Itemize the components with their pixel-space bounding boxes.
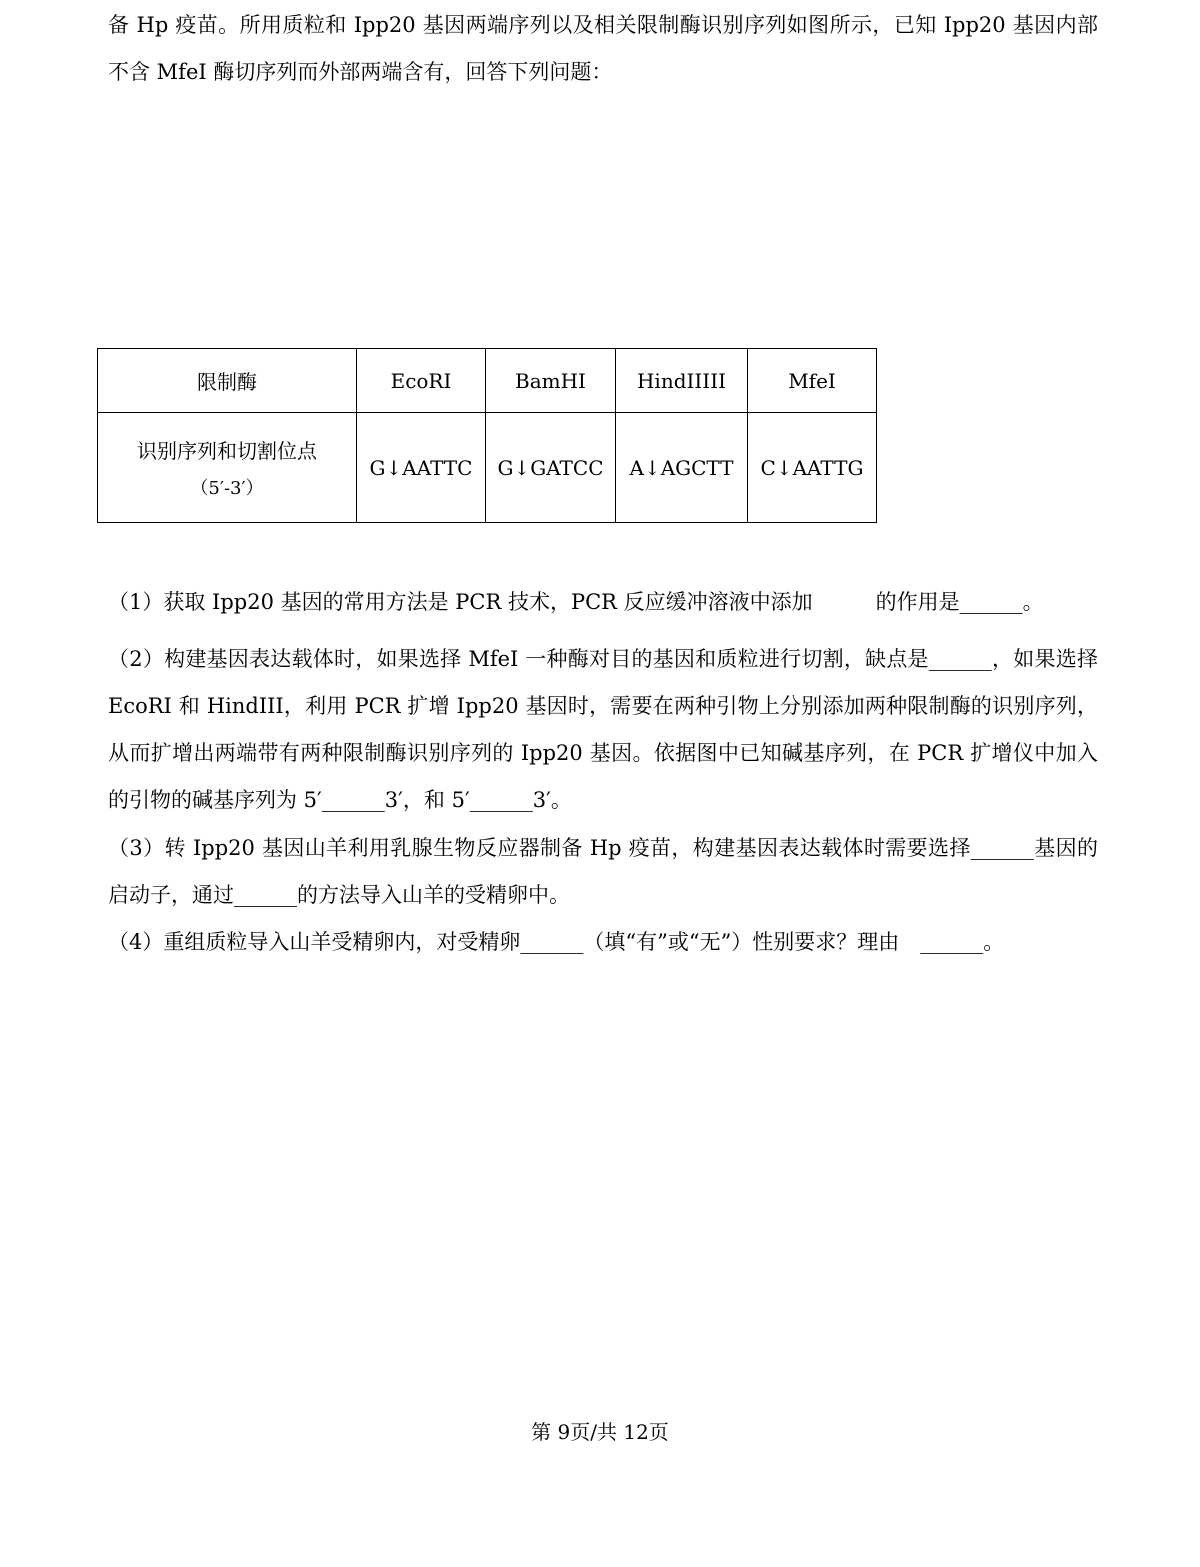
- page-footer: 第 9页/共 12页: [531, 1420, 669, 1444]
- table-header-row: [98, 349, 877, 413]
- row-label-cell: [98, 413, 357, 523]
- enzyme-name-cell: MfeI: [748, 349, 877, 413]
- header-label-cell: 限制酶: [98, 349, 357, 413]
- restriction-enzyme-table: [97, 348, 877, 523]
- table-site-row: [98, 413, 877, 523]
- row-label-sub: （5′-3′）: [190, 478, 264, 499]
- enzyme-name-cell: HindIIIII: [616, 349, 748, 413]
- question-3: （3）转 Ipp20 基因山羊利用乳腺生物反应器制备 Hp 疫苗，构建基因表达载体时需要选择______基因的启动子，通过______的方法导入山羊的受精卵中。: [108, 836, 1098, 907]
- enzyme-name-cell: BamHI: [486, 349, 616, 413]
- cut-site-cell: C↓AATTG: [748, 413, 877, 523]
- question-1: （1）获取 Ipp20 基因的常用方法是 PCR 技术，PCR 反应缓冲溶液中添加 的作用是______。: [108, 590, 1044, 614]
- cut-site-cell: G↓AATTC: [357, 413, 486, 523]
- cut-site-cell: A↓AGCTT: [616, 413, 748, 523]
- enzyme-name-cell: EcoRI: [357, 349, 486, 413]
- intro-paragraph: 备 Hp 疫苗。所用质粒和 Ipp20 基因两端序列以及相关限制酶识别序列如图所示，已知 Ipp20 基因内部不含 MfeI 酶切序列而外部两端含有，回答下列问题：: [108, 13, 1098, 84]
- cut-site-cell: G↓GATCC: [486, 413, 616, 523]
- question-4: （4）重组质粒导入山羊受精卵内，对受精卵______（填“有”或“无”）性别要求？理由 ______。: [108, 930, 1005, 954]
- row-label: 识别序列和切割位点: [137, 439, 317, 463]
- question-2: （2）构建基因表达载体时，如果选择 MfeI 一种酶对目的基因和质粒进行切割，缺点是______，如果选择 EcoRI 和 HindIII，利用 PCR 扩增 Ipp20 基因时，需要在两种引物上分别添加两种限制酶的识别序列，从而扩增出两端带有两种限制酶识别序列的 Ipp20 基因。依据图中已知碱基序列，在 PCR 扩增仪中加入的引物的碱基序列为 5′______3′，和 5′______3′。: [108, 647, 1098, 812]
